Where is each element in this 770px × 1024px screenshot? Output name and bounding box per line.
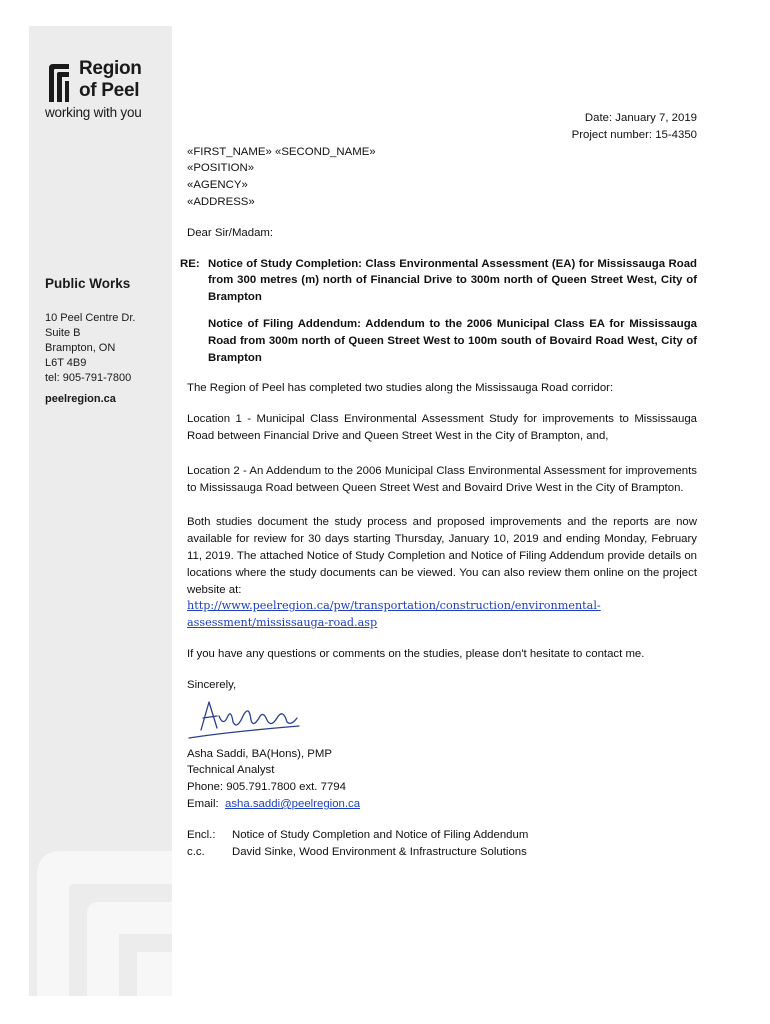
project-website-link-cont[interactable]: assessment/mississauga-road.asp <box>187 616 378 630</box>
signature-icon <box>187 696 317 746</box>
cc-value: David Sinke, Wood Environment & Infrastructure Solutions <box>232 845 527 858</box>
address-line: Brampton, ON <box>45 342 116 354</box>
salutation: Dear Sir/Madam: <box>187 226 274 239</box>
region-of-peel-logo <box>45 58 170 148</box>
recipient-line: «AGENCY» <box>187 179 248 192</box>
signer-email-row <box>187 796 697 813</box>
email-label: Email: <box>187 797 219 810</box>
signer-email-link[interactable]: asha.saddi@peelregion.ca <box>225 797 361 810</box>
re-subject-2: Notice of Filing Addendum: Addendum to the 2006 Municipal Class EA for Mississauga Road from 300m north of Queen Street West to 100m south of Bovaird Road West, City of Brampton <box>208 317 697 364</box>
sidebar-address <box>45 311 136 386</box>
re-subject-1: Notice of Study Completion: Class Environmental Assessment (EA) for Mississauga Road from 300 metres (m) north of Financial Drive to 300m north of Queen Street West, City of Brampton <box>208 257 697 304</box>
recipient-block <box>187 144 697 211</box>
project-website-link[interactable]: http://www.peelregion.ca/pw/transportation/construction/environmental- <box>187 599 601 613</box>
recipient-line: «POSITION» <box>187 162 255 175</box>
sidebar <box>29 26 172 996</box>
cc-label: c.c. <box>187 845 205 858</box>
intro-paragraph: The Region of Peel has completed two studies along the Mississauga Road corridor: <box>187 382 614 395</box>
location2-paragraph: Location 2 - An Addendum to the 2006 Municipal Class Environmental Assessment for improvements to Mississauga Road between Queen Street West and Bovaird Drive West in the City of Brampton. <box>187 464 697 494</box>
location1-paragraph: Location 1 - Municipal Class Environmental Assessment Study for improvements to Mississauga Road between Financial Drive and Queen Street West in the City of Brampton, and, <box>187 413 697 442</box>
enclosure-row <box>187 827 697 844</box>
address-line: L6T 4B9 <box>45 357 87 369</box>
address-line: Suite B <box>45 327 81 339</box>
signer-phone: Phone: 905.791.7800 ext. 7794 <box>187 781 346 794</box>
recipient-line: «ADDRESS» <box>187 195 255 208</box>
closing: Sincerely, <box>187 678 237 691</box>
letter-date: Date: January 7, 2019 <box>584 112 697 124</box>
enclosure-value: Notice of Study Completion and Notice of Filing Addendum <box>232 828 529 841</box>
questions-paragraph: If you have any questions or comments on the studies, please don't hesitate to contact me. <box>187 647 645 660</box>
region-of-peel-logo-icon <box>47 62 69 102</box>
logo-line2: of Peel <box>79 80 140 101</box>
signer-title: Technical Analyst <box>187 764 275 777</box>
signer-name: Asha Saddi, BA(Hons), PMP <box>187 747 332 760</box>
logo-line1: Region <box>79 58 142 79</box>
project-number: Project number: 15-4350 <box>571 128 697 141</box>
recipient-line: «FIRST_NAME» «SECOND_NAME» <box>187 145 376 158</box>
cc-row <box>187 844 697 861</box>
address-line: tel: 905-791-7800 <box>45 372 132 384</box>
re-label: RE: <box>180 257 200 270</box>
enclosure-label: Encl.: <box>187 828 216 841</box>
review-paragraph: Both studies document the study process and proposed improvements and the reports are now available for review for 30 days starting Thursday, January 10, 2019 and ending Monday, February 11, 2019. The attached Notice of Study Completion and Notice of Filing Addendum provide details on locations where the study documents can be viewed. You can also review them online on the project website at: <box>187 516 697 596</box>
re-subject <box>180 256 697 306</box>
sidebar-website: peelregion.ca <box>45 393 116 405</box>
department-name: Public Works <box>45 276 131 291</box>
logo-tagline: working with you <box>45 105 142 120</box>
letter-body <box>180 110 697 860</box>
logo-watermark-icon <box>29 796 172 996</box>
signature <box>187 694 697 746</box>
address-line: 10 Peel Centre Dr. <box>45 312 136 324</box>
